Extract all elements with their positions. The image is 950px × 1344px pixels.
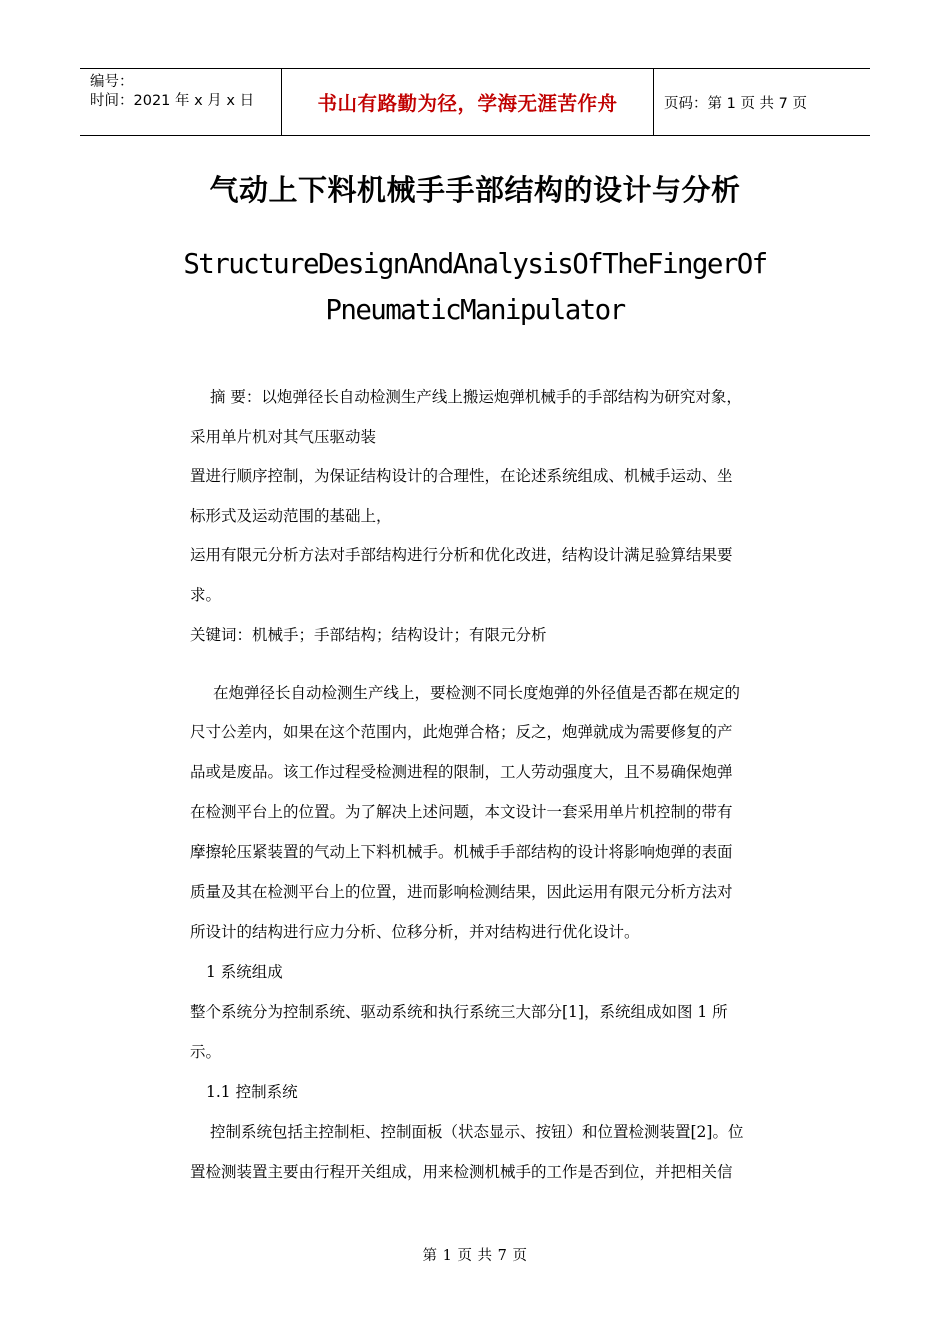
keywords: 关键词：机械手；手部结构；结构设计；有限元分析 [190, 626, 547, 644]
abstract-line: 标形式及运动范围的基础上， [190, 507, 392, 525]
page-footer: 第 1 页 共 7 页 [422, 1248, 528, 1264]
section-heading: 1 系统组成 [206, 963, 283, 981]
body-line: 控制系统包括主控制柜、控制面板（状态显示、按钮）和位置检测装置[2]。位 [210, 1123, 744, 1141]
document-number-label: 编号： [90, 74, 134, 90]
english-title-line-2: PneumaticManipulator [325, 294, 625, 326]
body-line: 所设计的结构进行应力分析、位移分析，并对结构进行优化设计。 [190, 923, 640, 941]
body-line: 摩擦轮压紧装置的气动上下料机械手。机械手手部结构的设计将影响炮弹的表面 [190, 843, 733, 861]
english-title-line-1: StructureDesignAndAnalysisOfTheFingerOf [183, 248, 767, 280]
body-line: 尺寸公差内，如果在这个范围内，此炮弹合格；反之，炮弹就成为需要修复的产 [190, 723, 733, 741]
body-line: 在炮弹径长自动检测生产线上，要检测不同长度炮弹的外径值是否都在规定的 [213, 684, 741, 702]
header-meta [80, 69, 281, 135]
abstract-line: 置进行顺序控制，为保证结构设计的合理性，在论述系统组成、机械手运动、坐 [190, 467, 733, 485]
subsection-heading: 1.1 控制系统 [206, 1083, 298, 1101]
document-date-label: 时间：2021 年 x 月 x 日 [90, 93, 255, 109]
header-motto: 书山有路勤为径，学海无涯苦作舟 [281, 69, 654, 135]
abstract-line: 求。 [190, 586, 222, 604]
body-line: 品或是废品。该工作过程受检测进程的限制，工人劳动强度大，且不易确保炮弹 [190, 763, 733, 781]
body-line: 质量及其在检测平台上的位置，进而影响检测结果，因此运用有限元分析方法对 [190, 883, 733, 901]
header-page-info: 页码：第 1 页 共 7 页 [664, 95, 807, 112]
abstract-line: 运用有限元分析方法对手部结构进行分析和优化改进，结构设计满足验算结果要 [190, 546, 733, 564]
body-line: 示。 [190, 1043, 222, 1061]
document-header [80, 68, 870, 136]
page-title: 气动上下料机械手手部结构的设计与分析 [209, 173, 741, 207]
body-line: 整个系统分为控制系统、驱动系统和执行系统三大部分[1]，系统组成如图 1 所 [190, 1003, 728, 1021]
body-line: 置检测装置主要由行程开关组成，用来检测机械手的工作是否到位，并把相关信 [190, 1163, 733, 1181]
abstract-line: 采用单片机对其气压驱动装 [190, 428, 377, 446]
body-line: 在检测平台上的位置。为了解决上述问题，本文设计一套采用单片机控制的带有 [190, 803, 733, 821]
abstract-line: 摘 要：以炮弹径长自动检测生产线上搬运炮弹机械手的手部结构为研究对象， [210, 388, 742, 406]
